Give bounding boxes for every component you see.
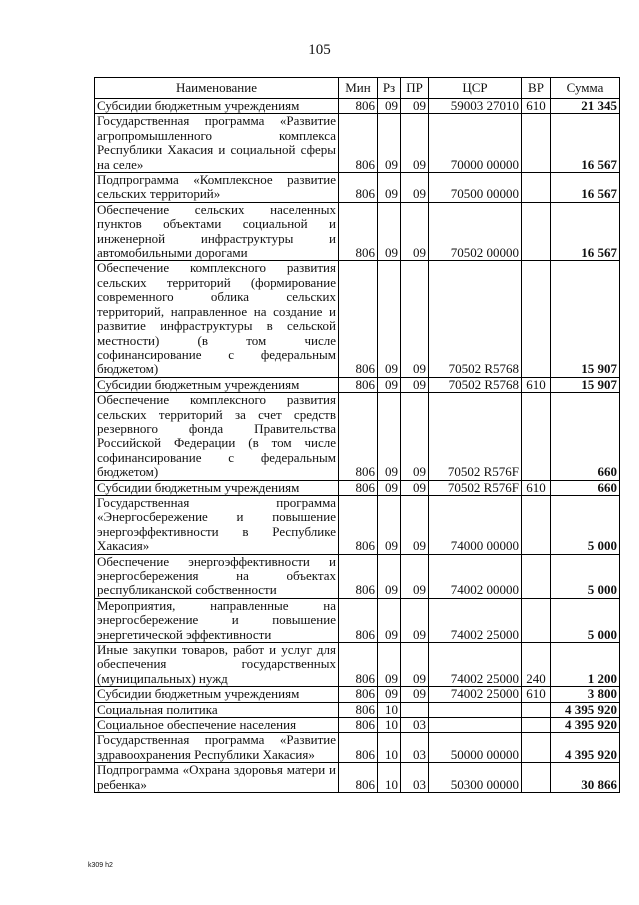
table-row xyxy=(95,99,620,114)
cell-csr: 70502 R576F xyxy=(429,393,522,480)
cell-name: Государственная программа «Развитие здравоохранения Республики Хакасия» xyxy=(95,733,339,763)
footer-code: k309 h2 xyxy=(88,862,113,869)
table-row xyxy=(95,643,620,687)
cell-rz: 10 xyxy=(378,733,401,763)
cell-name: Мероприятия, направленные на энергосбережение и повышение энергетической эффективности xyxy=(95,598,339,642)
cell-vr xyxy=(522,718,551,733)
cell-pr: 09 xyxy=(401,114,429,173)
cell-min: 806 xyxy=(339,202,378,261)
cell-sum: 5 000 xyxy=(551,554,620,598)
cell-name: Субсидии бюджетным учреждениям xyxy=(95,687,339,702)
cell-rz: 09 xyxy=(378,99,401,114)
cell-pr: 09 xyxy=(401,643,429,687)
cell-rz: 09 xyxy=(378,598,401,642)
cell-sum: 5 000 xyxy=(551,598,620,642)
cell-pr: 09 xyxy=(401,480,429,495)
cell-pr: 09 xyxy=(401,598,429,642)
cell-name: Субсидии бюджетным учреждениям xyxy=(95,99,339,114)
cell-sum: 1 200 xyxy=(551,643,620,687)
cell-name: Субсидии бюджетным учреждениям xyxy=(95,377,339,392)
cell-csr: 70502 R5768 xyxy=(429,377,522,392)
cell-vr xyxy=(522,598,551,642)
cell-vr xyxy=(522,202,551,261)
cell-sum: 660 xyxy=(551,393,620,480)
cell-rz: 09 xyxy=(378,480,401,495)
cell-min: 806 xyxy=(339,173,378,203)
cell-vr xyxy=(522,114,551,173)
cell-csr xyxy=(429,718,522,733)
table-row xyxy=(95,480,620,495)
cell-pr: 09 xyxy=(401,495,429,554)
cell-rz: 09 xyxy=(378,261,401,377)
cell-name: Социальная политика xyxy=(95,702,339,717)
header-pr: ПР xyxy=(401,78,429,99)
cell-sum: 4 395 920 xyxy=(551,702,620,717)
cell-sum: 15 907 xyxy=(551,261,620,377)
cell-csr: 70500 00000 xyxy=(429,173,522,203)
cell-name: Иные закупки товаров, работ и услуг для обеспечения государственных (муниципальных) нужд xyxy=(95,643,339,687)
table-row xyxy=(95,495,620,554)
cell-vr xyxy=(522,763,551,793)
cell-min: 806 xyxy=(339,480,378,495)
cell-rz: 09 xyxy=(378,114,401,173)
cell-name: Обеспечение комплексного развития сельских территорий за счет средств резервного фонда Правительства Российской Федерации (в том числе софинансирование с федеральным бюджетом) xyxy=(95,393,339,480)
table-row xyxy=(95,733,620,763)
cell-sum: 16 567 xyxy=(551,114,620,173)
cell-sum: 21 345 xyxy=(551,99,620,114)
cell-min: 806 xyxy=(339,393,378,480)
table-row xyxy=(95,702,620,717)
cell-sum: 15 907 xyxy=(551,377,620,392)
table-row xyxy=(95,377,620,392)
cell-rz: 10 xyxy=(378,763,401,793)
cell-min: 806 xyxy=(339,377,378,392)
cell-csr: 70000 00000 xyxy=(429,114,522,173)
cell-min: 806 xyxy=(339,495,378,554)
cell-pr: 09 xyxy=(401,687,429,702)
cell-sum: 660 xyxy=(551,480,620,495)
cell-pr: 09 xyxy=(401,202,429,261)
table-row xyxy=(95,202,620,261)
cell-pr: 09 xyxy=(401,261,429,377)
cell-csr: 74002 25000 xyxy=(429,643,522,687)
cell-min: 806 xyxy=(339,261,378,377)
cell-rz: 09 xyxy=(378,202,401,261)
table-row xyxy=(95,763,620,793)
cell-rz: 10 xyxy=(378,702,401,717)
header-sum: Сумма xyxy=(551,78,620,99)
cell-rz: 09 xyxy=(378,495,401,554)
cell-vr: 240 xyxy=(522,643,551,687)
cell-name: Подпрограмма «Комплексное развитие сельских территорий» xyxy=(95,173,339,203)
cell-min: 806 xyxy=(339,702,378,717)
cell-name: Социальное обеспечение населения xyxy=(95,718,339,733)
cell-sum: 5 000 xyxy=(551,495,620,554)
header-vr: ВР xyxy=(522,78,551,99)
cell-rz: 09 xyxy=(378,687,401,702)
table-row xyxy=(95,261,620,377)
cell-csr: 59003 27010 xyxy=(429,99,522,114)
table-row xyxy=(95,393,620,480)
cell-name: Обеспечение энергоэффективности и энергосбережения на объектах республиканской собственности xyxy=(95,554,339,598)
cell-name: Субсидии бюджетным учреждениям xyxy=(95,480,339,495)
cell-vr: 610 xyxy=(522,99,551,114)
cell-min: 806 xyxy=(339,99,378,114)
cell-sum: 4 395 920 xyxy=(551,718,620,733)
cell-sum: 16 567 xyxy=(551,202,620,261)
cell-csr: 70502 R576F xyxy=(429,480,522,495)
budget-table xyxy=(94,77,620,793)
cell-csr: 74000 00000 xyxy=(429,495,522,554)
cell-min: 806 xyxy=(339,718,378,733)
cell-sum: 30 866 xyxy=(551,763,620,793)
cell-min: 806 xyxy=(339,114,378,173)
cell-min: 806 xyxy=(339,733,378,763)
table-row xyxy=(95,598,620,642)
cell-vr xyxy=(522,733,551,763)
cell-min: 806 xyxy=(339,598,378,642)
cell-vr xyxy=(522,495,551,554)
cell-vr xyxy=(522,261,551,377)
cell-csr: 74002 00000 xyxy=(429,554,522,598)
cell-pr: 03 xyxy=(401,763,429,793)
cell-vr: 610 xyxy=(522,480,551,495)
cell-rz: 09 xyxy=(378,643,401,687)
cell-pr: 03 xyxy=(401,718,429,733)
cell-csr: 74002 25000 xyxy=(429,598,522,642)
table-row xyxy=(95,173,620,203)
cell-min: 806 xyxy=(339,554,378,598)
header-csr: ЦСР xyxy=(429,78,522,99)
cell-min: 806 xyxy=(339,687,378,702)
table-header-row xyxy=(95,78,620,99)
cell-csr: 74002 25000 xyxy=(429,687,522,702)
cell-sum: 16 567 xyxy=(551,173,620,203)
cell-csr: 70502 R5768 xyxy=(429,261,522,377)
cell-rz: 09 xyxy=(378,173,401,203)
cell-name: Государственная программа «Развитие агропромышленного комплекса Республики Хакасия и социальной сферы на селе» xyxy=(95,114,339,173)
cell-pr xyxy=(401,702,429,717)
cell-pr: 09 xyxy=(401,377,429,392)
cell-pr: 09 xyxy=(401,99,429,114)
table-row xyxy=(95,114,620,173)
cell-vr xyxy=(522,173,551,203)
cell-csr: 50300 00000 xyxy=(429,763,522,793)
cell-min: 806 xyxy=(339,763,378,793)
cell-name: Подпрограмма «Охрана здоровья матери и ребенка» xyxy=(95,763,339,793)
cell-vr xyxy=(522,393,551,480)
cell-sum: 4 395 920 xyxy=(551,733,620,763)
cell-rz: 10 xyxy=(378,718,401,733)
cell-pr: 09 xyxy=(401,393,429,480)
cell-sum: 3 800 xyxy=(551,687,620,702)
table-row xyxy=(95,554,620,598)
cell-pr: 03 xyxy=(401,733,429,763)
cell-vr: 610 xyxy=(522,687,551,702)
cell-name: Обеспечение комплексного развития сельских территорий (формирование современного облика сельских территорий, направленное на создание и развитие инфраструктуры в сельской местности) (в том числе софинансирование с федеральным бюджетом) xyxy=(95,261,339,377)
cell-name: Обеспечение сельских населенных пунктов объектами социальной и инженерной инфраструктуры и автомобильными дорогами xyxy=(95,202,339,261)
cell-name: Государственная программа «Энергосбережение и повышение энергоэффективности в Республике Хакасия» xyxy=(95,495,339,554)
cell-rz: 09 xyxy=(378,554,401,598)
cell-vr xyxy=(522,554,551,598)
cell-pr: 09 xyxy=(401,173,429,203)
header-min: Мин xyxy=(339,78,378,99)
cell-csr: 50000 00000 xyxy=(429,733,522,763)
cell-rz: 09 xyxy=(378,377,401,392)
table-row xyxy=(95,687,620,702)
table-row xyxy=(95,718,620,733)
cell-csr xyxy=(429,702,522,717)
page-number: 105 xyxy=(308,42,331,58)
cell-min: 806 xyxy=(339,643,378,687)
cell-rz: 09 xyxy=(378,393,401,480)
cell-vr xyxy=(522,702,551,717)
header-name: Наименование xyxy=(95,78,339,99)
cell-pr: 09 xyxy=(401,554,429,598)
header-rz: Рз xyxy=(378,78,401,99)
cell-vr: 610 xyxy=(522,377,551,392)
cell-csr: 70502 00000 xyxy=(429,202,522,261)
